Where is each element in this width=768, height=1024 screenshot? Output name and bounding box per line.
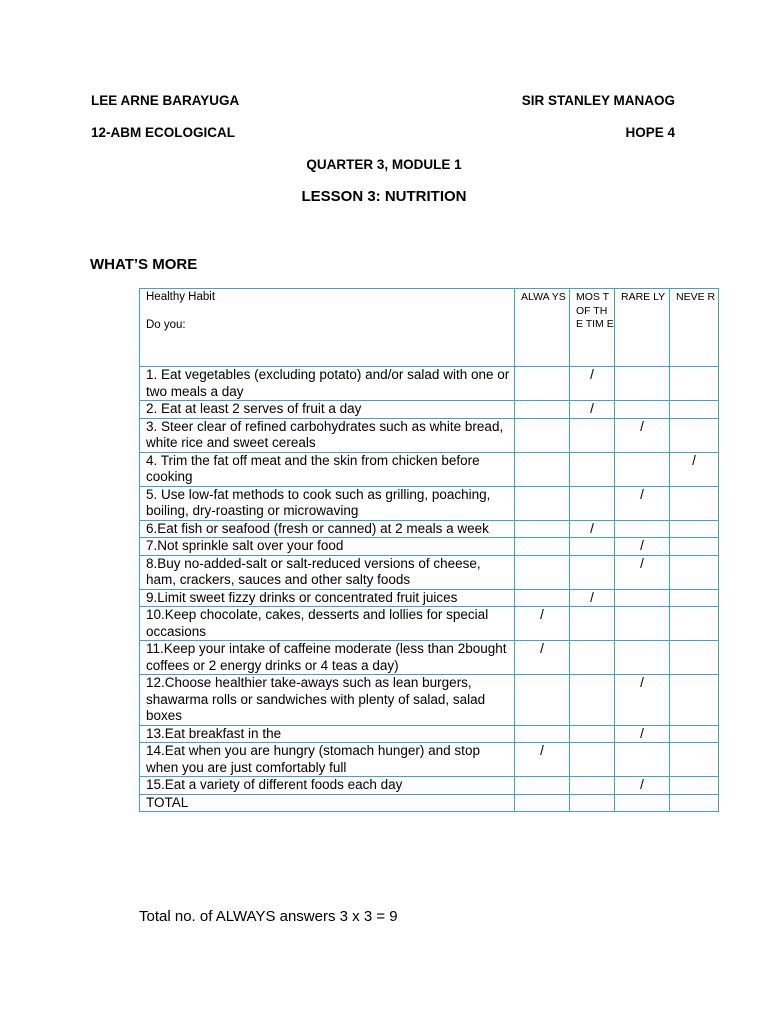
habit-subheader: Do you: [146, 319, 186, 331]
total-cell [570, 794, 615, 812]
mark-cell [570, 538, 615, 556]
subject-name: HOPE 4 [625, 125, 675, 140]
mark-cell [670, 367, 719, 401]
table-row [140, 486, 719, 520]
mark-cell [570, 743, 615, 777]
teacher-name: SIR STANLEY MANAOG [521, 93, 675, 108]
table-row [140, 418, 719, 452]
mark-cell [615, 486, 670, 520]
mark-cell [615, 520, 670, 538]
mark-cell [670, 607, 719, 641]
check-mark: / [640, 538, 644, 553]
habit-text: 8.Buy no-added-salt or salt-reduced versions of cheese, ham, crackers, sauces and other salty foods [140, 555, 515, 589]
mark-cell [570, 777, 615, 795]
check-mark: / [590, 401, 594, 416]
mark-cell [670, 589, 719, 607]
table-row [140, 520, 719, 538]
mark-cell [515, 538, 570, 556]
mark-cell [570, 725, 615, 743]
mark-cell [515, 743, 570, 777]
mark-cell [670, 777, 719, 795]
table-row [140, 641, 719, 675]
mark-cell [570, 641, 615, 675]
mark-cell [670, 486, 719, 520]
column-header-most-of-the-time: MOS T OF THE TIM E [570, 289, 615, 367]
check-mark: / [692, 452, 696, 468]
mark-cell [615, 641, 670, 675]
check-mark: / [640, 418, 644, 434]
table-row [140, 367, 719, 401]
mark-cell [670, 452, 719, 486]
table-row [140, 538, 719, 556]
mark-cell [670, 675, 719, 726]
check-mark: / [540, 743, 544, 758]
section-title: WHAT’S MORE [90, 256, 198, 273]
habit-text: 1. Eat vegetables (excluding potato) and/or salad with one or two meals a day [140, 367, 515, 401]
mark-cell [670, 743, 719, 777]
mark-cell [515, 520, 570, 538]
check-mark: / [640, 777, 644, 792]
check-mark: / [640, 725, 644, 741]
table-row [140, 401, 719, 419]
habit-text: 2. Eat at least 2 serves of fruit a day [140, 401, 515, 419]
total-label: TOTAL [140, 794, 515, 812]
mark-cell [515, 555, 570, 589]
mark-cell [670, 520, 719, 538]
mark-cell [515, 589, 570, 607]
habit-text: 5. Use low-fat methods to cook such as grilling, poaching, boiling, dry-roasting or microwaving [140, 486, 515, 520]
mark-cell [515, 777, 570, 795]
mark-cell [615, 589, 670, 607]
mark-cell [615, 555, 670, 589]
mark-cell [570, 486, 615, 520]
habit-text: 3. Steer clear of refined carbohydrates such as white bread, white rice and sweet cereals [140, 418, 515, 452]
habit-text: 9.Limit sweet fizzy drinks or concentrated fruit juices [140, 589, 515, 607]
mark-cell [515, 675, 570, 726]
mark-cell [670, 401, 719, 419]
student-name: LEE ARNE BARAYUGA [91, 93, 240, 108]
habit-text: 11.Keep your intake of caffeine moderate (less than 2bought coffees or 2 energy drinks or 4 teas a day) [140, 641, 515, 675]
mark-cell [670, 555, 719, 589]
table-row [140, 777, 719, 795]
habit-text: 13.Eat breakfast in the [140, 725, 515, 743]
table-row [140, 675, 719, 726]
habit-text: 10.Keep chocolate, cakes, desserts and lollies for special occasions [140, 607, 515, 641]
column-header-always: ALWA YS [515, 289, 570, 367]
mark-cell [570, 452, 615, 486]
habit-text: 15.Eat a variety of different foods each day [140, 777, 515, 795]
table-row [140, 725, 719, 743]
habit-text: 14.Eat when you are hungry (stomach hunger) and stop when you are just comfortably full [140, 743, 515, 777]
quarter-module: QUARTER 3, MODULE 1 [306, 157, 462, 172]
mark-cell [670, 418, 719, 452]
habit-text: 12.Choose healthier take-aways such as lean burgers, shawarma rolls or sandwiches with plenty of salad, salad boxes [140, 675, 515, 726]
mark-cell [570, 367, 615, 401]
check-mark: / [640, 555, 644, 571]
check-mark: / [590, 589, 594, 605]
total-cell [515, 794, 570, 812]
mark-cell [570, 401, 615, 419]
check-mark: / [540, 607, 544, 622]
mark-cell [515, 418, 570, 452]
mark-cell [615, 607, 670, 641]
mark-cell [615, 743, 670, 777]
total-always-summary: Total no. of ALWAYS answers 3 x 3 = 9 [139, 908, 398, 925]
mark-cell [570, 675, 615, 726]
habit-text: 6.Eat fish or seafood (fresh or canned) at 2 meals a week [140, 520, 515, 538]
habit-header-cell [140, 289, 515, 367]
check-mark: / [590, 520, 594, 536]
table-row [140, 743, 719, 777]
mark-cell [570, 607, 615, 641]
mark-cell [615, 777, 670, 795]
mark-cell [615, 538, 670, 556]
table-row [140, 607, 719, 641]
column-header-rarely: RARE LY [615, 289, 670, 367]
mark-cell [515, 641, 570, 675]
mark-cell [615, 401, 670, 419]
lesson-title: LESSON 3: NUTRITION [301, 188, 467, 205]
mark-cell [615, 725, 670, 743]
habit-text: 7.Not sprinkle salt over your food [140, 538, 515, 556]
mark-cell [570, 418, 615, 452]
mark-cell [515, 486, 570, 520]
mark-cell [515, 452, 570, 486]
mark-cell [615, 675, 670, 726]
check-mark: / [540, 641, 544, 656]
mark-cell [615, 367, 670, 401]
mark-cell [515, 367, 570, 401]
total-cell [615, 794, 670, 812]
check-mark: / [640, 675, 644, 690]
table-row [140, 555, 719, 589]
table-row [140, 589, 719, 607]
table-header-row [140, 289, 719, 367]
mark-cell [670, 641, 719, 675]
check-mark: / [640, 486, 644, 502]
check-mark: / [590, 367, 594, 382]
mark-cell [515, 607, 570, 641]
total-cell [670, 794, 719, 812]
mark-cell [670, 725, 719, 743]
mark-cell [615, 452, 670, 486]
habit-header: Healthy Habit [146, 291, 216, 303]
total-row [140, 794, 719, 812]
table-row [140, 452, 719, 486]
mark-cell [570, 555, 615, 589]
mark-cell [515, 401, 570, 419]
healthy-habit-table [139, 288, 719, 812]
section-name: 12-ABM ECOLOGICAL [91, 125, 236, 140]
mark-cell [570, 520, 615, 538]
mark-cell [570, 589, 615, 607]
column-header-never: NEVE R [670, 289, 719, 367]
mark-cell [615, 418, 670, 452]
mark-cell [515, 725, 570, 743]
mark-cell [670, 538, 719, 556]
habit-text: 4. Trim the fat off meat and the skin from chicken before cooking [140, 452, 515, 486]
